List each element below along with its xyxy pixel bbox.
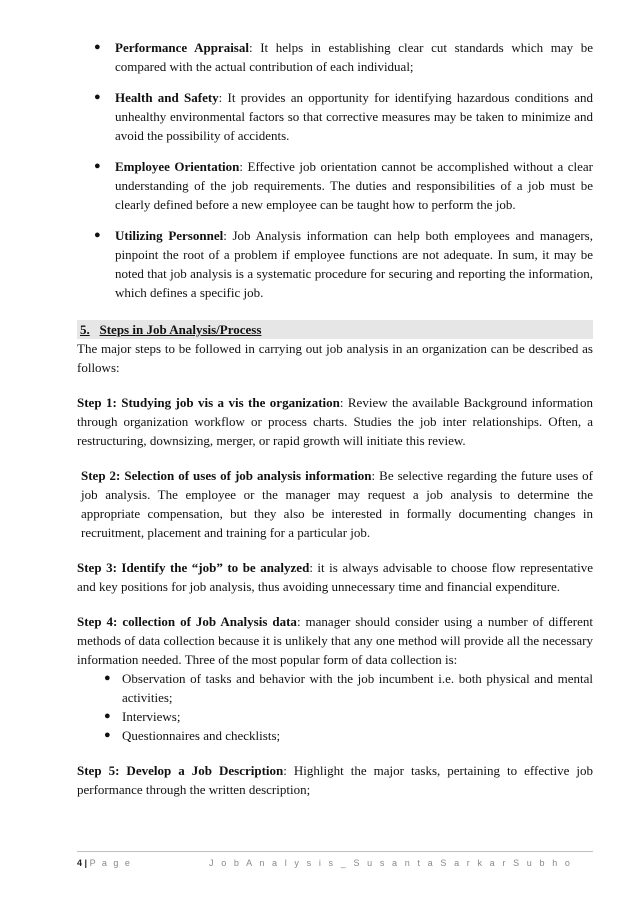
method-text: Observation of tasks and behavior with the job incumbent i.e. both physical and mental activities; bbox=[122, 671, 593, 705]
bullet-term: Employee Orientation bbox=[115, 159, 240, 174]
method-item bbox=[77, 707, 593, 726]
method-list bbox=[77, 669, 593, 745]
bullet-icon: ● bbox=[94, 160, 101, 172]
step-label: Step 5: Develop a Job Description bbox=[77, 763, 284, 778]
section-intro: The major steps to be followed in carrying out job analysis in an organization can be described as follows: bbox=[77, 341, 593, 375]
method-item bbox=[77, 726, 593, 745]
step-paragraph bbox=[77, 761, 593, 799]
bullet-item bbox=[77, 38, 593, 76]
step-text: : manager should consider using a number of different methods of data collection because it is unlikely that any one method will provide all the necessary information needed. Three of the most popular form of data collection is: bbox=[77, 614, 593, 667]
bullet-term: Health and Safety bbox=[115, 90, 219, 105]
footer-title: J o b A n a l y s i s _ S u s a n t a S a r k a r S u b h o bbox=[209, 858, 573, 868]
bullet-icon: ● bbox=[94, 229, 101, 241]
step-paragraph bbox=[77, 558, 593, 596]
bullet-icon: ● bbox=[94, 41, 101, 53]
step-label: Step 4: collection of Job Analysis data bbox=[77, 614, 297, 629]
step-label: Step 3: Identify the “job” to be analyzed bbox=[77, 560, 310, 575]
method-text: Questionnaires and checklists; bbox=[122, 728, 281, 743]
bullet-text: : Job Analysis information can help both employees and managers, pinpoint the root of a problem if employee functions are not adequate. In sum, it may be noted that job analysis is a systematic procedure for securing and reporting the information, which defines a specific job. bbox=[115, 228, 593, 300]
method-text: Interviews; bbox=[122, 709, 181, 724]
bullet-item bbox=[77, 88, 593, 145]
bullet-term: Utilizing Personnel bbox=[115, 228, 224, 243]
step-label: Step 1: Studying job vis a vis the organization bbox=[77, 395, 340, 410]
bullet-text: : Effective job orientation cannot be accomplished without a clear understanding of the job requirements. The duties and responsibilities of a job must be clearly defined before a new employee can be taught how to perform the job. bbox=[115, 159, 593, 212]
bullet-list bbox=[77, 38, 593, 302]
step-text: : Review the available Background information through organization workflow or process charts. Studies the job inter relationships. Often, a restructuring, downsizing, merger, or rapid growth will initiate this review. bbox=[77, 395, 593, 448]
bullet-icon: ● bbox=[104, 729, 111, 741]
page-label: P a g e bbox=[89, 858, 132, 868]
footer-separator: | bbox=[84, 858, 88, 868]
section-number: 5. bbox=[80, 322, 90, 337]
bullet-text: : It helps in establishing clear cut standards which may be compared with the actual contribution of each individual; bbox=[115, 40, 593, 74]
bullet-icon: ● bbox=[94, 91, 101, 103]
bullet-item bbox=[77, 157, 593, 214]
bullet-text: : It provides an opportunity for identifying hazardous conditions and unhealthy environmental factors so that corrective measures may be taken to minimize and avoid the possibility of accidents. bbox=[115, 90, 593, 143]
section-title: Steps in Job Analysis/Process bbox=[99, 322, 262, 337]
section-heading bbox=[77, 320, 593, 339]
step-paragraph bbox=[77, 466, 593, 542]
page-content bbox=[77, 38, 593, 799]
page-number: 4 bbox=[77, 858, 83, 868]
step-paragraph bbox=[77, 612, 593, 669]
step-label: Step 2: Selection of uses of job analysis information bbox=[81, 468, 372, 483]
step-text: : Highlight the major tasks, pertaining to effective job performance through the written description; bbox=[77, 763, 593, 797]
step-paragraph bbox=[77, 393, 593, 450]
bullet-icon: ● bbox=[104, 672, 111, 684]
bullet-term: Performance Appraisal bbox=[115, 40, 249, 55]
method-item bbox=[77, 669, 593, 707]
bullet-item bbox=[77, 226, 593, 302]
step-text: : Be selective regarding the future uses of job analysis. The employee or the manager may request a job analysis to determine the appropriate compensation, but they also be interested in formally documenting changes in recruitment, placement and training for a particular job. bbox=[81, 468, 594, 540]
page-footer bbox=[77, 851, 593, 868]
bullet-icon: ● bbox=[104, 710, 111, 722]
step-text: : it is always advisable to choose flow representative and key positions for job analysis, thus avoiding unnecessary time and financial expenditure. bbox=[77, 560, 593, 594]
